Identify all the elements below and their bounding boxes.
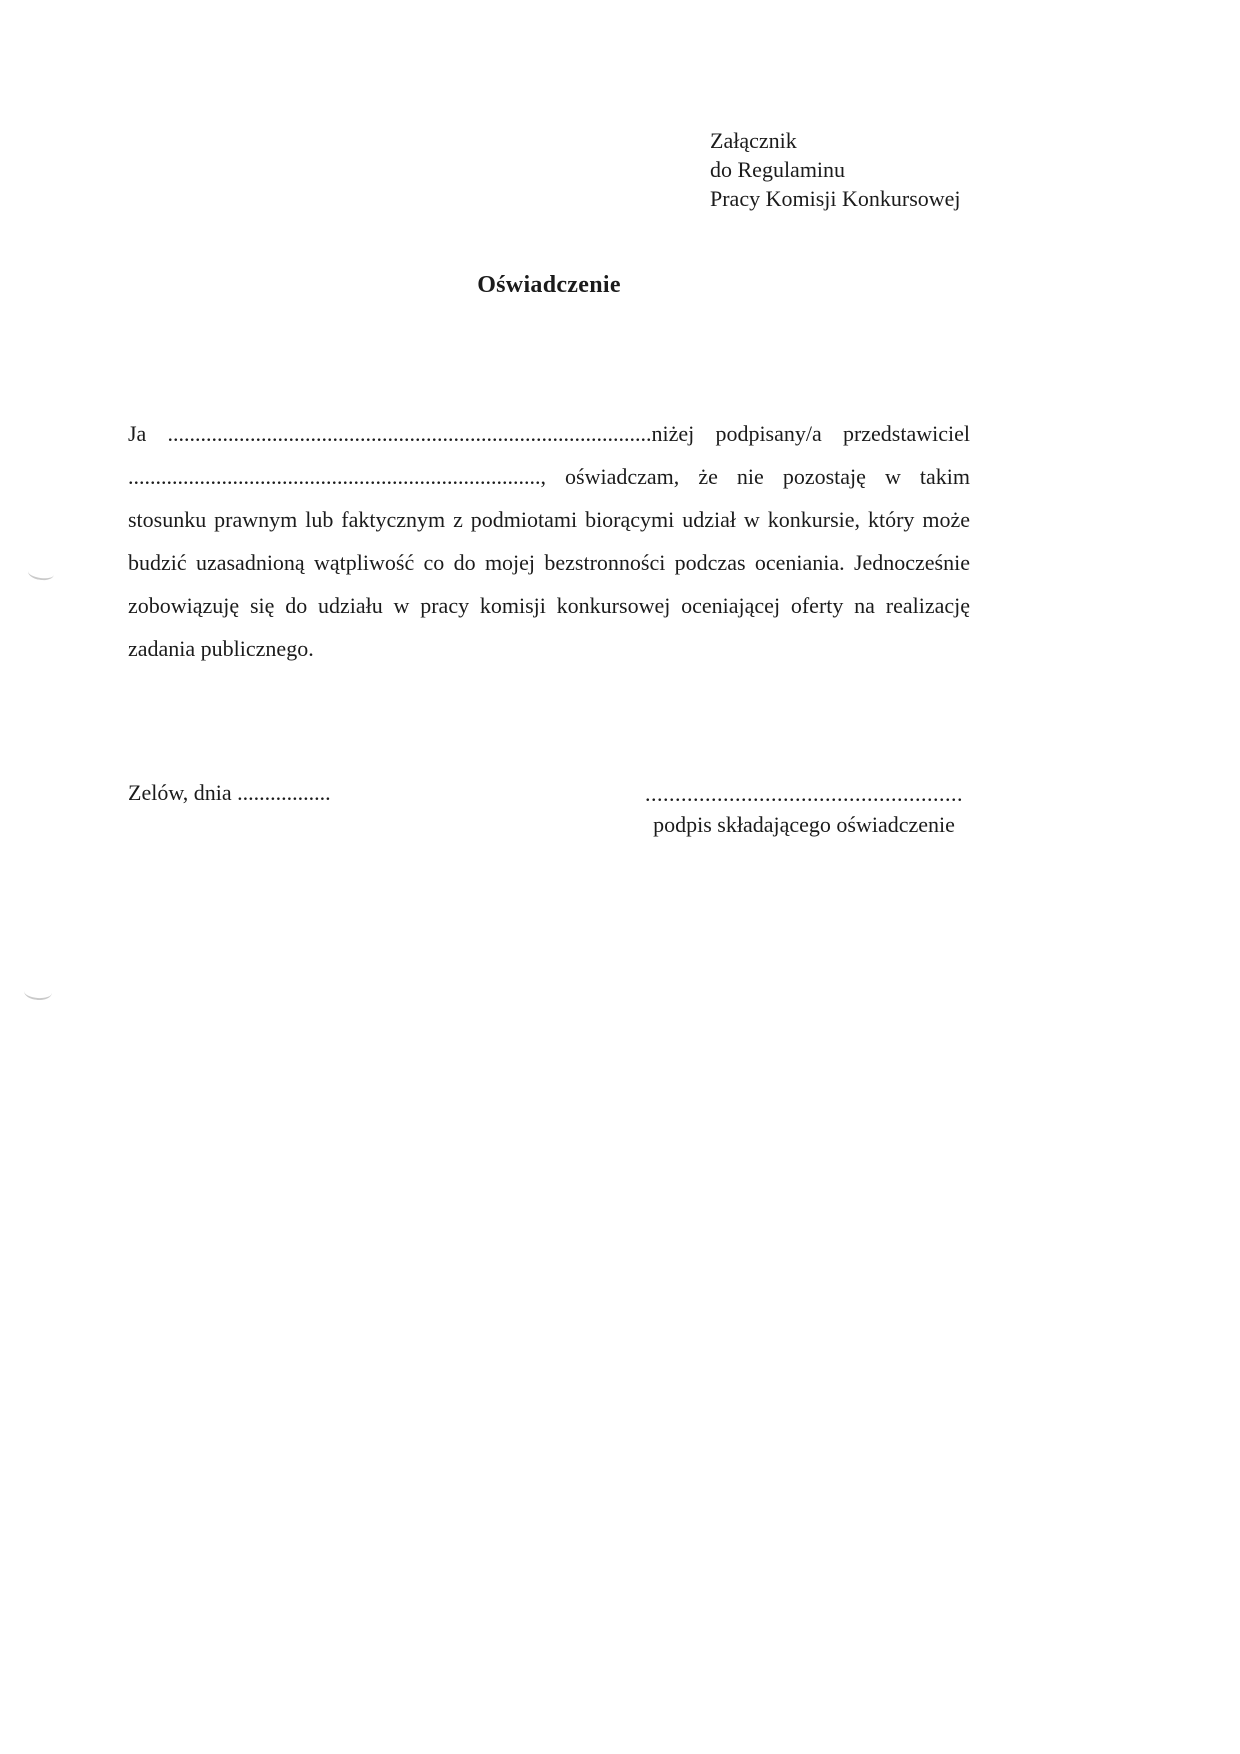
body-line-5: zobowiązuję się do udziału w pracy komisji konkursowej oceniającej oferty na realizację (128, 593, 970, 618)
attachment-note-line-2: do Regulaminu (710, 157, 846, 182)
place-date-line: Zelów, dnia ................. (128, 780, 331, 805)
signature-caption: podpis składającego oświadczenie (653, 812, 955, 837)
attachment-note-line-1: Załącznik (710, 128, 797, 153)
body-line-6: zadania publicznego. (128, 636, 314, 661)
signature-line: ..................................................... (645, 781, 963, 806)
scan-artifact-bottom (23, 983, 52, 1001)
attachment-note-line-3: Pracy Komisji Konkursowej (710, 186, 961, 211)
declaration-paragraph (128, 412, 970, 670)
body-line-1: Ja ........................................................................................niżej podpisany/a przedstawiciel (128, 421, 970, 446)
body-line-2: ..........................................................................., oświadczam, że nie pozostaję w takim (128, 464, 970, 489)
attachment-note (710, 126, 961, 213)
body-line-3: stosunku prawnym lub faktycznym z podmiotami biorącymi udział w konkursie, który może (128, 507, 970, 532)
signature-block (636, 778, 972, 840)
body-line-4: budzić uzasadnioną wątpliwość co do mojej bezstronności podczas oceniania. Jednocześnie (128, 550, 970, 575)
document-title: Oświadczenie (477, 272, 621, 298)
scan-artifact-top (27, 564, 55, 581)
